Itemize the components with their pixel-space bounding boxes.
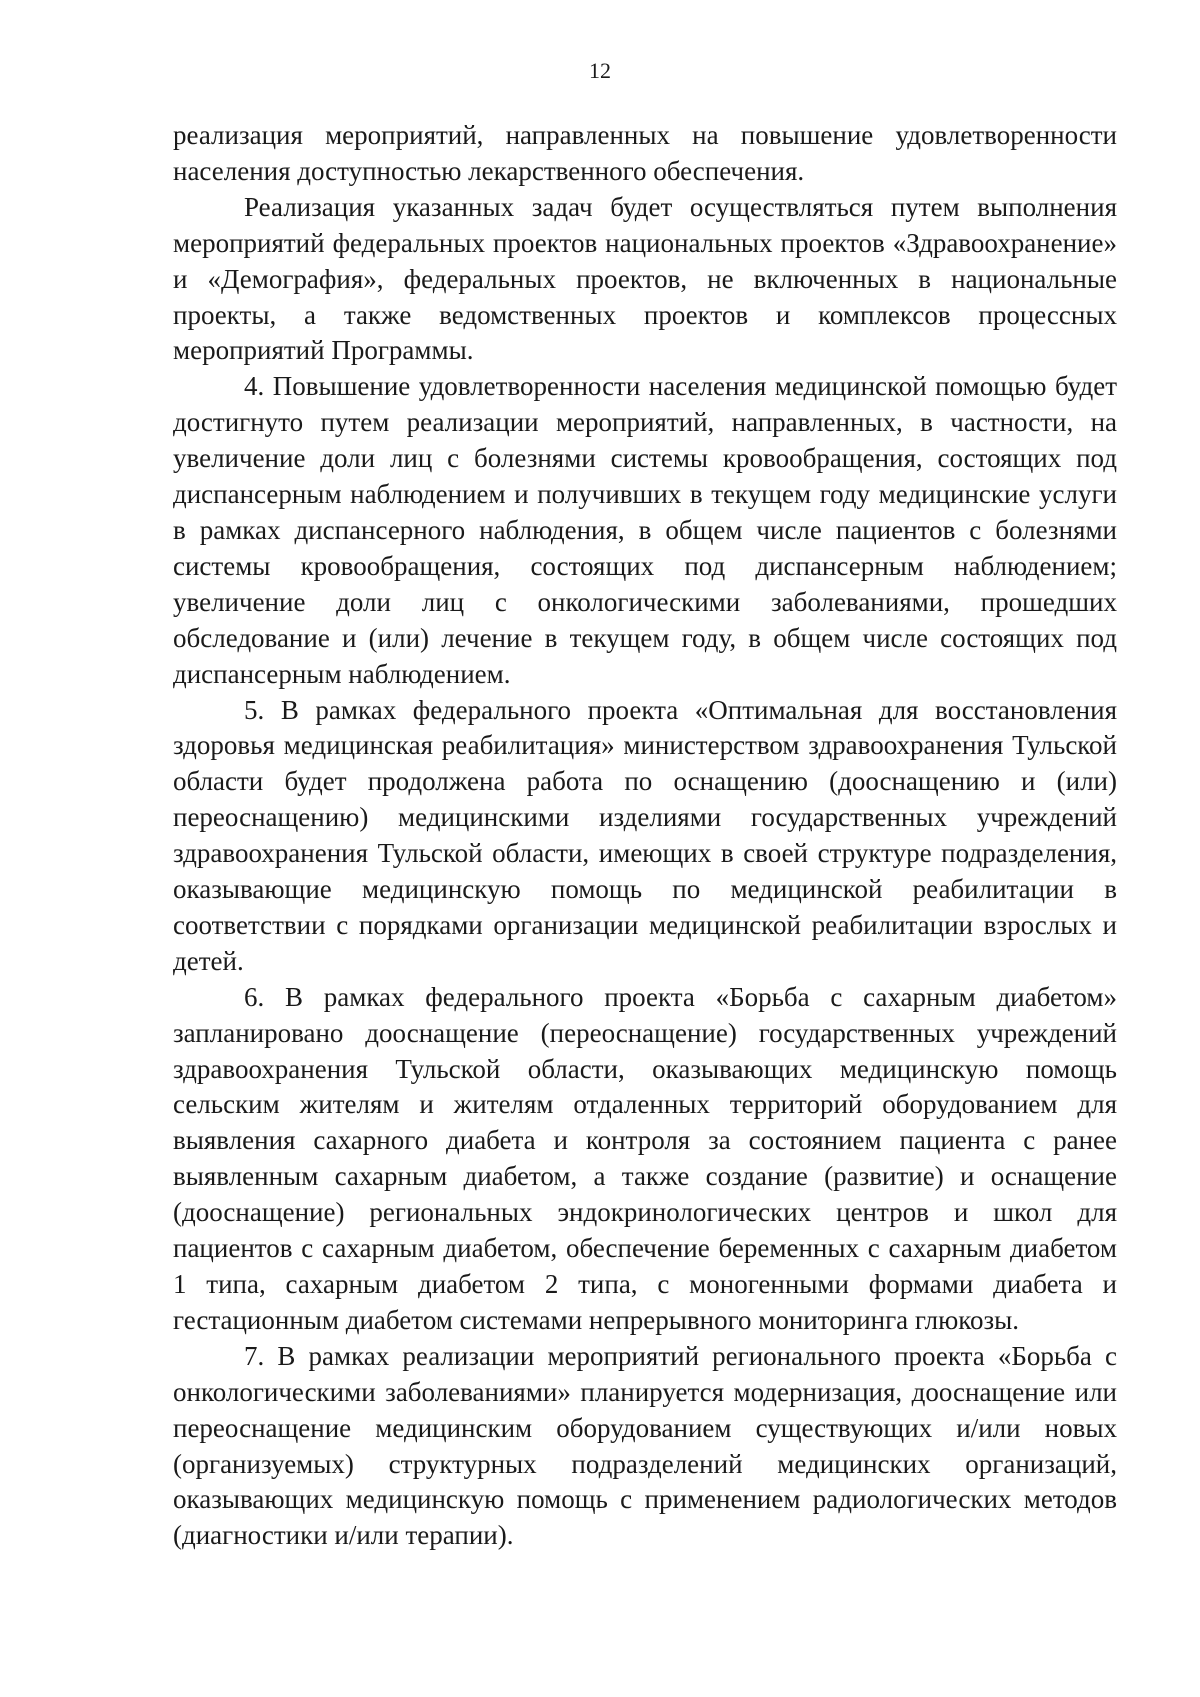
paragraph-intro-continuation: реализация мероприятий, направленных на повышение удовлетворенности населения доступностью лекарственного обеспечения. (173, 120, 1117, 186)
paragraph-item-6: 6. В рамках федерального проекта «Борьба с сахарным диабетом» запланировано дооснащение (переоснащение) государственных учреждений здравоохранения Тульской области, оказывающих медицинскую помощь сельским жителям и жителям отдаленных территорий оборудованием для выявления сахарного диабета и контроля за состоянием пациента с ранее выявленным сахарным диабетом, а также создание (развитие) и оснащение (дооснащение) региональных эндокринологических центров и школ для пациентов с сахарным диабетом, обеспечение беременных с сахарным диабетом 1 типа, сахарным диабетом 2 типа, с моногенными формами диабета и гестационным диабетом системами непрерывного мониторинга глюкозы. (173, 981, 1117, 1335)
paragraph-item-4: 4. Повышение удовлетворенности населения медицинской помощью будет достигнуто путем реализации мероприятий, направленных, в частности, на увеличение доли лиц с болезнями системы кровообращения, состоящих под диспансерным наблюдением и получивших в текущем году медицинские услуги в рамках диспансерного наблюдения, в общем числе пациентов с болезнями системы кровообращения, состоящих под диспансерным наблюдением; увеличение доли лиц с онкологическими заболеваниями, прошедших обследование и (или) лечение в текущем году, в общем числе состоящих под диспансерным наблюдением. (173, 371, 1117, 689)
paragraph-tasks-implementation: Реализация указанных задач будет осуществляться путем выполнения мероприятий федеральных проектов национальных проектов «Здравоохранение» и «Демография», федеральных проектов, не включенных в национальные проекты, а также ведомственных проектов и комплексов процессных мероприятий Программы. (173, 191, 1117, 366)
paragraph-item-7: 7. В рамках реализации мероприятий регионального проекта «Борьба с онкологическими заболеваниями» планируется модернизация, дооснащение или переоснащение медицинским оборудованием существующих и/или новых (организуемых) структурных подразделений медицинских организаций, оказывающих медицинскую помощь с применением радиологических методов (диагностики и/или терапии). (173, 1340, 1117, 1551)
document-body (173, 118, 1117, 1554)
page-number: 12 (589, 58, 611, 83)
paragraph-item-5: 5. В рамках федерального проекта «Оптимальная для восстановления здоровья медицинская реабилитация» министерством здравоохранения Тульской области будет продолжена работа по оснащению (дооснащению и (или) переоснащению) медицинскими изделиями государственных учреждений здравоохранения Тульской области, имеющих в своей структуре подразделения, оказывающие медицинскую помощь по медицинской реабилитации в соответствии с порядками организации медицинской реабилитации взрослых и детей. (173, 694, 1117, 976)
